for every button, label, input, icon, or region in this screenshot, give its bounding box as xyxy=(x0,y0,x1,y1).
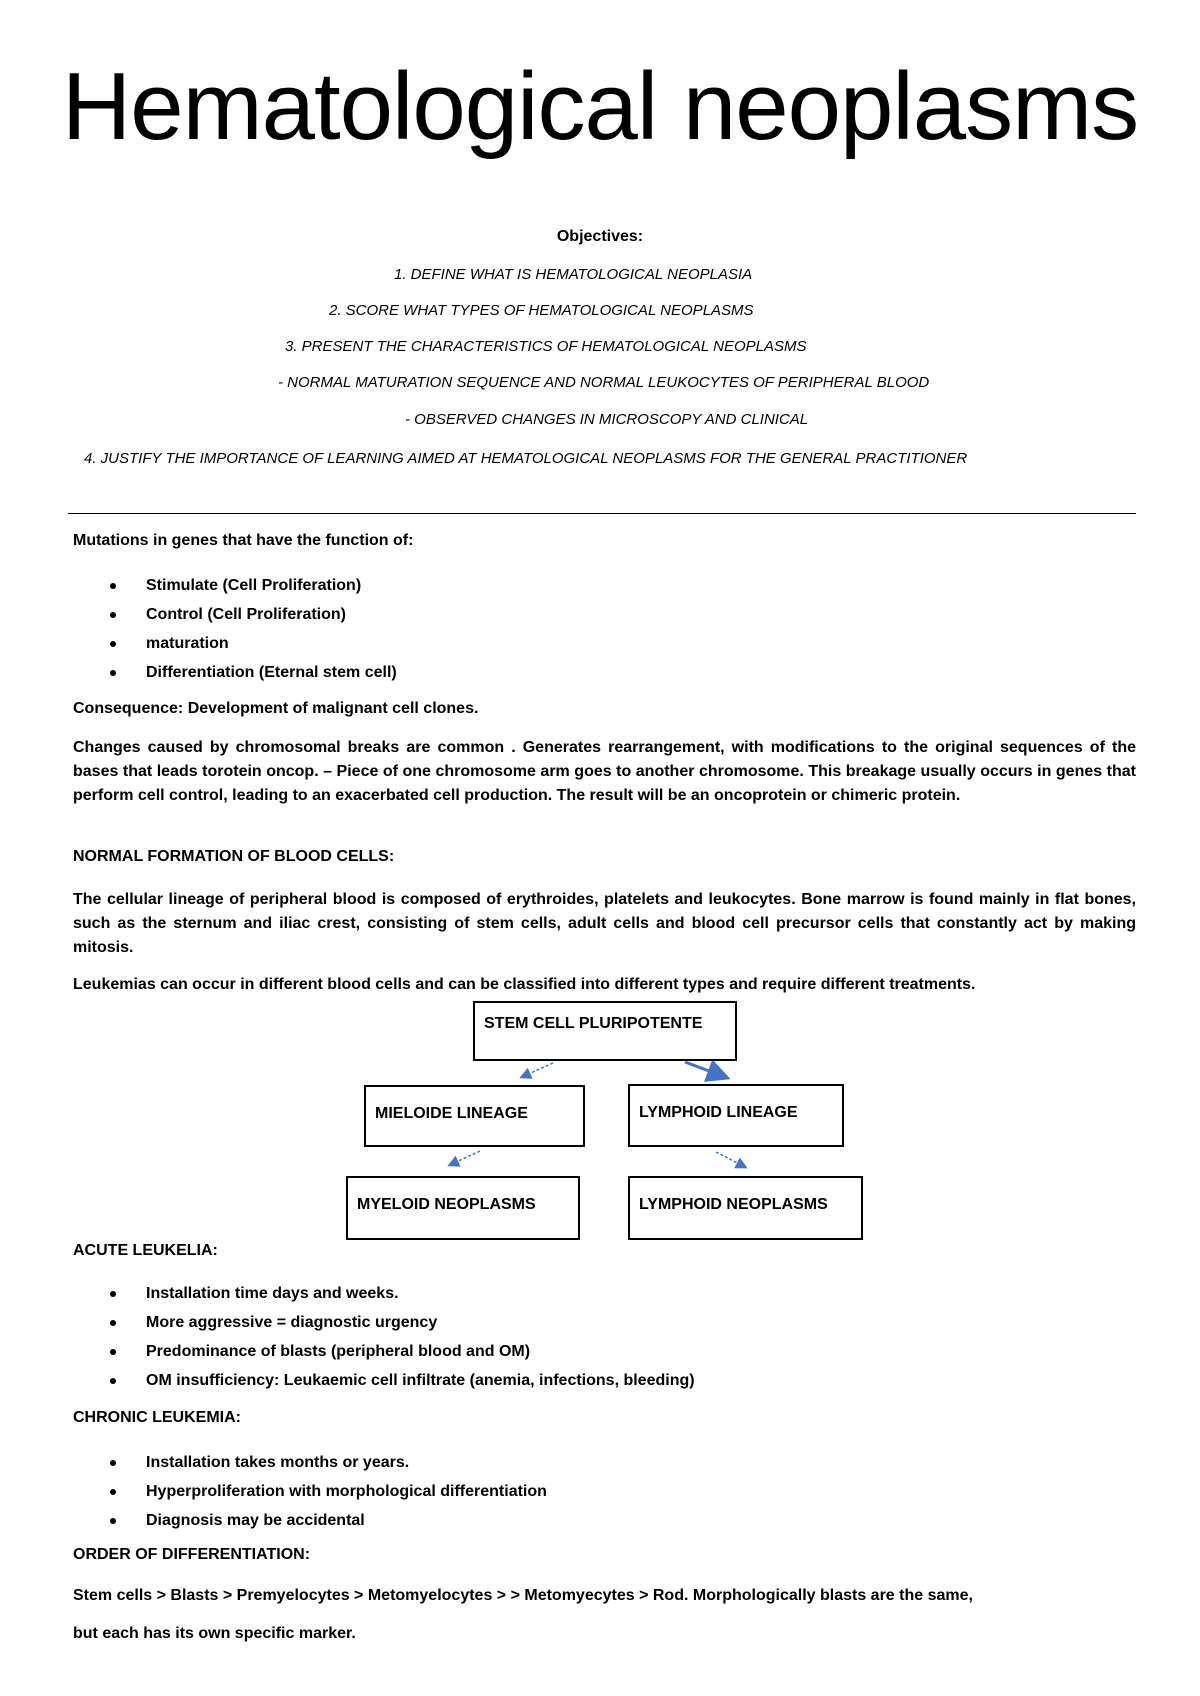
order-heading: ORDER OF DIFFERENTIATION: xyxy=(73,1546,311,1563)
cellular-lineage-paragraph: The cellular lineage of peripheral blood is composed of erythroides, platelets and leukocytes. Bone marrow is found mainly in flat bones, such as the sternum and iliac crest, consisting of stem cells, adult cells and blood cell precursor cells that constantly act by making mitosis. xyxy=(73,891,1136,956)
leukemias-text: Leukemias can occur in different blood cells and can be classified into different types and require different treatments. xyxy=(73,976,976,993)
lymphoid-neoplasms-box: LYMPHOID NEOPLASMS xyxy=(628,1176,863,1240)
bullet-icon xyxy=(110,1291,116,1297)
order-line-1: Stem cells > Blasts > Premyelocytes > Metomyelocytes > > Metomyecytes > Rod. Morphologically blasts are the same, xyxy=(73,1587,973,1604)
list-item: Installation takes months or years. xyxy=(73,1448,547,1477)
chronic-leukemia-list xyxy=(73,1448,547,1535)
consequence-text: Consequence: Development of malignant cell clones. xyxy=(73,700,479,717)
acute-leukemia-list xyxy=(73,1279,695,1395)
chromosomal-changes-paragraph: Changes caused by chromosomal breaks are common . Generates rearrangement, with modifications to the original sequences of the bases that leads torotein oncop. – Piece of one chromosome arm goes to another chromosome. This breakage usually occurs in genes that perform cell control, leading to an exacerbated cell production. The result will be an oncoprotein or chimeric protein. xyxy=(73,739,1136,804)
order-line-2: but each has its own specific marker. xyxy=(73,1625,356,1642)
mutations-heading: Mutations in genes that have the function of: xyxy=(73,532,414,549)
list-item: Control (Cell Proliferation) xyxy=(73,600,397,629)
bullet-icon xyxy=(110,1518,116,1524)
list-item: Predominance of blasts (peripheral blood and OM) xyxy=(73,1337,695,1366)
arrow-to-myeloid-neoplasms xyxy=(450,1151,480,1165)
arrow-to-lymphoid-lineage xyxy=(685,1062,725,1077)
lymphoid-lineage-box: LYMPHOID LINEAGE xyxy=(628,1084,844,1147)
objective-item-3: 3. PRESENT THE CHARACTERISTICS OF HEMATOLOGICAL NEOPLASMS xyxy=(285,338,807,355)
objective-item-1: 1. DEFINE WHAT IS HEMATOLOGICAL NEOPLASIA xyxy=(394,266,753,283)
objective-subitem-maturation: - NORMAL MATURATION SEQUENCE AND NORMAL LEUKOCYTES OF PERIPHERAL BLOOD xyxy=(278,374,930,391)
chronic-leukemia-heading: CHRONIC LEUKEMIA: xyxy=(73,1409,241,1426)
arrow-to-myeloid-lineage xyxy=(522,1063,553,1077)
normal-formation-heading: NORMAL FORMATION OF BLOOD CELLS: xyxy=(73,848,395,865)
stem-cell-box: STEM CELL PLURIPOTENTE xyxy=(473,1001,737,1061)
bullet-icon xyxy=(110,1460,116,1466)
list-item: More aggressive = diagnostic urgency xyxy=(73,1308,695,1337)
objectives-heading: Objectives: xyxy=(556,228,644,245)
bullet-icon xyxy=(110,1320,116,1326)
acute-leukemia-heading: ACUTE LEUKELIA: xyxy=(73,1242,218,1259)
objective-subitem-changes: - OBSERVED CHANGES IN MICROSCOPY AND CLINICAL xyxy=(405,411,809,428)
myeloid-lineage-box: MIELOIDE LINEAGE xyxy=(364,1085,585,1147)
list-item: Hyperproliferation with morphological differentiation xyxy=(73,1477,547,1506)
bullet-icon xyxy=(110,1489,116,1495)
document-title: Hematological neoplasms xyxy=(61,53,1139,160)
list-item: Diagnosis may be accidental xyxy=(73,1506,547,1535)
objective-item-2: 2. SCORE WHAT TYPES OF HEMATOLOGICAL NEOPLASMS xyxy=(329,302,754,319)
list-item: Differentiation (Eternal stem cell) xyxy=(73,658,397,687)
arrow-to-lymphoid-neoplasms xyxy=(716,1152,745,1167)
list-item: maturation xyxy=(73,629,397,658)
bullet-icon xyxy=(110,1378,116,1384)
list-item: OM insufficiency: Leukaemic cell infiltrate (anemia, infections, bleeding) xyxy=(73,1366,695,1395)
bullet-icon xyxy=(110,1349,116,1355)
list-item: Installation time days and weeks. xyxy=(73,1279,695,1308)
myeloid-neoplasms-box: MYELOID NEOPLASMS xyxy=(346,1176,580,1240)
objective-item-4: 4. JUSTIFY THE IMPORTANCE OF LEARNING AIMED AT HEMATOLOGICAL NEOPLASMS FOR THE GENERAL PRACTITIONER xyxy=(84,450,968,467)
list-item: Stimulate (Cell Proliferation) xyxy=(73,571,397,600)
